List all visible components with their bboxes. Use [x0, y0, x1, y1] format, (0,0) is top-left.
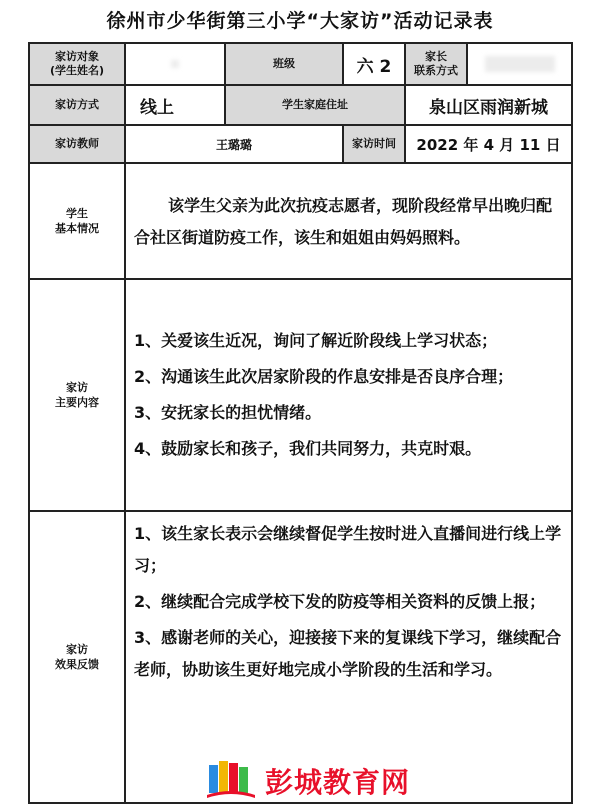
list-item: 2、沟通该生此次居家阶段的作息安排是否良序合理；	[134, 367, 514, 386]
watermark	[205, 757, 411, 801]
row-main-content	[29, 279, 572, 511]
watermark-text: 彭城教育网	[265, 766, 411, 799]
feedback-label: 家访 效果反馈	[29, 511, 125, 803]
list-item: 3、安抚家长的担忧情绪。	[134, 403, 322, 422]
time-label: 家访时间	[343, 125, 405, 163]
main-content-label: 家访 主要内容	[29, 279, 125, 511]
teacher-label: 家访教师	[29, 125, 125, 163]
row-basic-info	[29, 163, 572, 279]
address-label: 学生家庭住址	[225, 85, 405, 125]
method-value: 线上	[125, 85, 225, 125]
row-visit-method	[29, 85, 572, 125]
basic-info-text: 该学生父亲为此次抗疫志愿者，现阶段经常早出晚归配合社区街道防疫工作，该生和姐姐由妈妈照料。	[125, 163, 572, 279]
list-item: 1、该生家长表示会继续督促学生按时进入直播间进行线上学习；	[134, 524, 562, 575]
form-title: 徐州市少华街第三小学“大家访”活动记录表	[106, 10, 494, 32]
redacted-name	[171, 60, 179, 68]
address-value: 泉山区雨润新城	[405, 85, 572, 125]
class-value: 六 2	[343, 43, 405, 85]
time-value: 2022 年 4 月 11 日	[405, 125, 572, 163]
subject-label: 家访对象 (学生姓名)	[29, 43, 125, 85]
main-content-list	[125, 279, 572, 511]
list-item: 2、继续配合完成学校下发的防疫等相关资料的反馈上报；	[134, 592, 546, 611]
class-label: 班级	[225, 43, 343, 85]
row-teacher	[29, 125, 572, 163]
list-item: 1、关爱该生近况，询问了解近阶段线上学习状态；	[134, 331, 498, 350]
method-label: 家访方式	[29, 85, 125, 125]
record-table	[28, 42, 573, 804]
subject-value	[125, 43, 225, 85]
list-item: 3、感谢老师的关心，迎接接下来的复课线下学习，继续配合老师，协助该生更好地完成小学阶段的生活和学习。	[134, 628, 562, 679]
basic-info-label: 学生 基本情况	[29, 163, 125, 279]
contact-value	[467, 43, 572, 85]
teacher-value: 王璐璐	[125, 125, 343, 163]
contact-label: 家长 联系方式	[405, 43, 467, 85]
book-logo-icon	[205, 759, 257, 799]
list-item: 4、鼓励家长和孩子，我们共同努力，共克时艰。	[134, 439, 482, 458]
redacted-contact	[485, 56, 555, 72]
row-student-info	[29, 43, 572, 85]
